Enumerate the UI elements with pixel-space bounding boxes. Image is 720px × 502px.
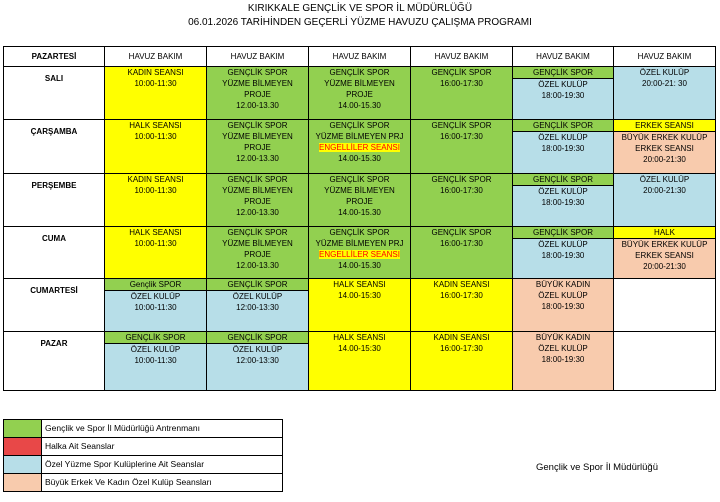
session-time: 16:00-17:30 (440, 132, 483, 141)
session-cell (207, 174, 309, 227)
session-cell (411, 67, 513, 120)
session-time: 10:00-11:30 (134, 186, 177, 195)
session-name: GENÇLİK SPOR (227, 228, 288, 237)
legend-swatch-green (4, 420, 42, 438)
day-label: PAZAR (40, 339, 68, 348)
session-time: 14.00-15.30 (338, 208, 381, 217)
session-detail: PROJE (346, 197, 373, 206)
session-time: 12:00-13:30 (236, 303, 279, 312)
session-cell (309, 279, 411, 332)
session-name: BÜYÜK KADIN (535, 280, 591, 289)
session-cell (513, 332, 614, 391)
legend-item (4, 456, 283, 474)
session-name: ÖZEL KULÜP (538, 240, 588, 249)
row-thursday (4, 174, 716, 227)
session-name: HALK SEANSI (333, 333, 386, 342)
session-cell (411, 227, 513, 279)
session-cell (411, 332, 513, 391)
session-band: ERKEK SEANSI (614, 120, 715, 132)
session-name: BÜYÜK ERKEK KULÜP (621, 133, 708, 142)
session-cell (207, 120, 309, 174)
document-subtitle: 06.01.2026 TARİHİNDEN GEÇERLİ YÜZME HAVUZU ÇALIŞMA PROGRAMI (188, 17, 532, 28)
session-cell (513, 227, 614, 279)
session-time: 20:00-21:30 (643, 262, 686, 271)
session-cell (309, 67, 411, 120)
session-detail: ERKEK SEANSI (635, 144, 694, 153)
empty-cell (614, 332, 716, 391)
legend-swatch-red (4, 438, 42, 456)
session-cell (207, 227, 309, 279)
legend-label: Büyük Erkek Ve Kadın Özel Kulüp Seansları (42, 474, 283, 492)
empty-cell (614, 279, 716, 332)
session-band: HALK (614, 227, 715, 239)
session-cell (513, 174, 614, 227)
day-monday: PAZARTESİ (4, 47, 105, 67)
session-cell (207, 332, 309, 391)
session-cell (411, 174, 513, 227)
legend-item (4, 474, 283, 492)
session-detail: PROJE (244, 250, 271, 259)
session-name: GENÇLİK SPOR (227, 175, 288, 184)
session-name: GENÇLİK SPOR (329, 68, 390, 77)
session-time: 10:00-11:30 (134, 132, 177, 141)
session-name: ÖZEL KULÜP (538, 187, 588, 196)
session-time: 20:00-21:30 (643, 186, 686, 195)
session-name: HALK SEANSI (129, 121, 182, 130)
session-cell (411, 279, 513, 332)
session-cell (207, 279, 309, 332)
session-detail: YÜZME BİLMEYEN PRJ (315, 239, 404, 248)
maintenance-cell: HAVUZ BAKIM (614, 47, 716, 67)
session-name: GENÇLİK SPOR (431, 68, 492, 77)
session-cell (614, 227, 716, 279)
maintenance-cell: HAVUZ BAKIM (411, 47, 513, 67)
row-sunday (4, 332, 716, 391)
session-name: GENÇLİK SPOR (227, 121, 288, 130)
maintenance-cell: HAVUZ BAKIM (207, 47, 309, 67)
session-time: 12:00-13:30 (236, 356, 279, 365)
legend-label: Halka Ait Seanslar (42, 438, 283, 456)
session-name: GENÇLİK SPOR (227, 68, 288, 77)
session-detail: ÖZEL KULÜP (538, 344, 588, 353)
session-name: KADIN SEANSI (433, 280, 490, 289)
session-detail: YÜZME BİLMEYEN (222, 79, 293, 88)
session-name: GENÇLİK SPOR (431, 121, 492, 130)
day-friday (4, 227, 105, 279)
session-name: ÖZEL KULÜP (232, 292, 283, 301)
session-cell (105, 120, 207, 174)
session-band: GENÇLİK SPOR (513, 67, 613, 79)
day-label: SALI (44, 74, 64, 83)
maintenance-cell: HAVUZ BAKIM (105, 47, 207, 67)
session-cell (105, 67, 207, 120)
session-time: 12.00-13.30 (236, 208, 279, 217)
session-cell (105, 227, 207, 279)
day-label: PERŞEMBE (31, 181, 77, 190)
session-cell (411, 120, 513, 174)
session-cell (614, 67, 716, 120)
session-name: ÖZEL KULÜP (130, 292, 181, 301)
session-cell (513, 67, 614, 120)
session-band: GENÇLİK SPOR (513, 174, 613, 186)
legend-label: Özel Yüzme Spor Kulüplerine Ait Seanslar (42, 456, 283, 474)
session-name: ÖZEL KULÜP (639, 68, 690, 77)
session-detail: YÜZME BİLMEYEN (222, 239, 293, 248)
session-time: 12.00-13.30 (236, 101, 279, 110)
session-time: 18:00-19:30 (541, 251, 585, 260)
session-time: 18:00-19:30 (541, 355, 585, 364)
session-detail: PROJE (244, 197, 271, 206)
session-cell (105, 279, 207, 332)
session-time: 18:00-19:30 (541, 302, 585, 311)
legend-item (4, 438, 283, 456)
session-cell (513, 279, 614, 332)
session-time: 20:00-21:30 (643, 155, 686, 164)
day-tuesday (4, 67, 105, 120)
session-band: GENÇLİK SPOR (105, 332, 206, 344)
session-time: 14.00-15:30 (338, 344, 381, 353)
row-saturday (4, 279, 716, 332)
session-name: ÖZEL KULÜP (538, 133, 588, 142)
session-name: GENÇLİK SPOR (431, 228, 492, 237)
schedule-table (3, 46, 716, 391)
day-saturday (4, 279, 105, 332)
legend-label: Gençlik ve Spor İl Müdürlüğü Antrenmanı (42, 420, 283, 438)
session-name: ÖZEL KULÜP (538, 80, 588, 89)
session-detail: ERKEK SEANSI (635, 251, 694, 260)
session-name: KADIN SEANSI (127, 68, 184, 77)
session-cell (614, 174, 716, 227)
session-detail: ÖZEL KULÜP (538, 291, 588, 300)
session-band: GENÇLİK SPOR (207, 332, 308, 344)
session-time: 10:00-11:30 (134, 303, 177, 312)
maintenance-cell: HAVUZ BAKIM (309, 47, 411, 67)
row-monday (4, 47, 716, 67)
session-cell (309, 120, 411, 174)
row-wednesday (4, 120, 716, 174)
color-legend (3, 419, 283, 492)
session-time: 18:00-19:30 (541, 198, 585, 207)
session-time: 14.00-15:30 (338, 291, 381, 300)
session-detail: PROJE (244, 90, 271, 99)
session-time: 10:00-11:30 (134, 356, 177, 365)
session-time: 16:00-17:30 (440, 79, 483, 88)
session-name: GENÇLİK SPOR (431, 175, 492, 184)
session-time: 18:00-19:30 (541, 144, 585, 153)
legend-swatch-orange (4, 474, 42, 492)
session-band: GENÇLİK SPOR (207, 279, 308, 291)
session-detail: PROJE (346, 90, 373, 99)
session-band: Gençlik SPOR (105, 279, 206, 291)
session-detail: YÜZME BİLMEYEN (324, 186, 395, 195)
day-label: CUMARTESİ (30, 286, 78, 295)
session-time: 20:00-21: 30 (642, 79, 687, 88)
session-time: 16:00-17:30 (440, 186, 483, 195)
session-time: 16:00-17:30 (440, 291, 483, 300)
session-detail: YÜZME BİLMEYEN (222, 186, 293, 195)
session-name: HALK SEANSI (333, 280, 386, 289)
session-detail: YÜZME BİLMEYEN (324, 79, 395, 88)
session-band: GENÇLİK SPOR (513, 120, 613, 132)
maintenance-cell: HAVUZ BAKIM (513, 47, 614, 67)
session-time: 16:00-17:30 (440, 239, 483, 248)
legend-item (4, 420, 283, 438)
session-time: 10:00-11:30 (134, 79, 177, 88)
session-cell (105, 174, 207, 227)
session-name: BÜYÜK ERKEK KULÜP (621, 240, 708, 249)
row-friday (4, 227, 716, 279)
session-band: GENÇLİK SPOR (513, 227, 613, 239)
session-time: 14.00-15.30 (338, 154, 381, 163)
session-time: 12.00-13.30 (236, 154, 279, 163)
session-time: 10:00-11:30 (134, 239, 177, 248)
day-label: CUMA (42, 234, 66, 243)
day-wednesday (4, 120, 105, 174)
session-time: 14.00-15.30 (338, 261, 381, 270)
day-sunday (4, 332, 105, 391)
document-title: KIRIKKALE GENÇLİK VE SPOR İL MÜDÜRLÜĞÜ (247, 3, 473, 14)
highlight-label: ENGELLİLER SEANSI (319, 250, 400, 259)
day-label: ÇARŞAMBA (30, 127, 78, 136)
session-cell (614, 120, 716, 174)
session-time: 14.00-15.30 (338, 101, 381, 110)
session-cell (513, 120, 614, 174)
session-name: GENÇLİK SPOR (329, 121, 390, 130)
session-detail: YÜZME BİLMEYEN PRJ (315, 132, 404, 141)
session-name: HALK SEANSI (129, 228, 182, 237)
highlight-label: ENGELLİLER SEANSI (319, 143, 400, 152)
legend-swatch-blue (4, 456, 42, 474)
session-cell (309, 332, 411, 391)
session-detail: PROJE (244, 143, 271, 152)
signature: Gençlik ve Spor İl Müdürlüğü (536, 462, 658, 473)
session-name: BÜYÜK KADIN (535, 333, 591, 342)
day-thursday (4, 174, 105, 227)
session-detail: YÜZME BİLMEYEN (222, 132, 293, 141)
session-time: 12.00-13.30 (236, 261, 279, 270)
session-time: 18:00-19:30 (541, 91, 585, 100)
session-name: KADIN SEANSI (127, 175, 184, 184)
row-tuesday (4, 67, 716, 120)
session-name: ÖZEL KULÜP (639, 175, 690, 184)
session-cell (207, 67, 309, 120)
session-time: 16:00-17:30 (440, 344, 483, 353)
session-name: ÖZEL KULÜP (130, 345, 181, 354)
session-name: GENÇLİK SPOR (329, 175, 390, 184)
session-cell (105, 332, 207, 391)
session-cell (309, 174, 411, 227)
session-name: ÖZEL KULÜP (232, 345, 283, 354)
session-name: GENÇLİK SPOR (329, 228, 390, 237)
session-name: KADIN SEANSI (433, 333, 490, 342)
session-cell (309, 227, 411, 279)
